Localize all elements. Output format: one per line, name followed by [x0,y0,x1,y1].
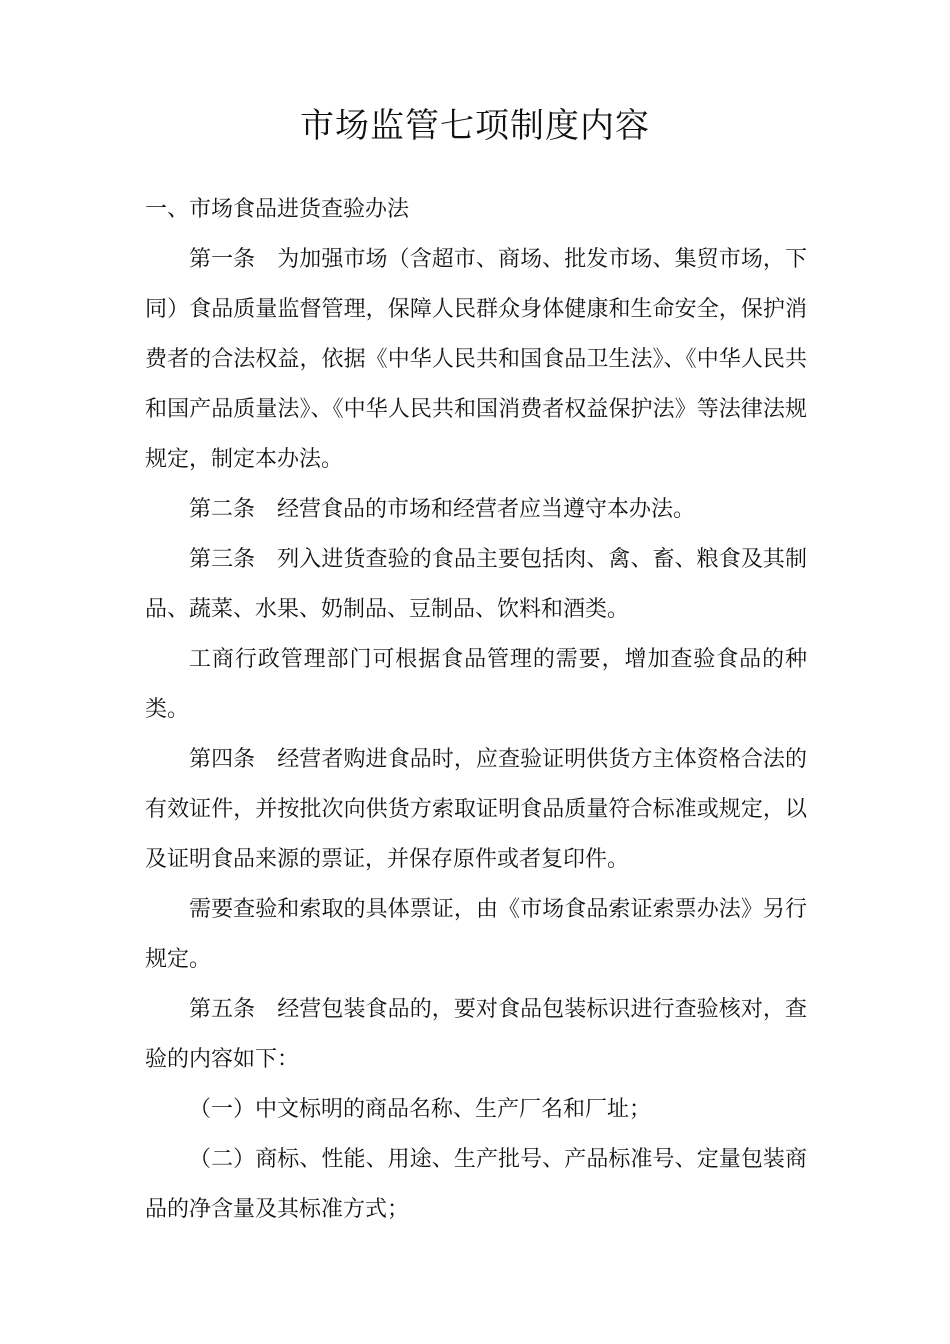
paragraph-text: 需要查验和索取的具体票证，由《市场食品索证索票办法》另行规定。 [145,897,807,972]
article-number: 第二条 [189,497,256,522]
paragraph-text: 列入进货查验的食品主要包括肉、禽、畜、粮食及其制品、蔬菜、水果、奶制品、豆制品、饮料和酒类。 [145,547,807,622]
paragraph-article-2 [145,485,807,535]
document-body [145,185,807,1235]
paragraph-text: 工商行政管理部门可根据食品管理的需要，增加查验食品的种类。 [145,647,807,722]
article-number: 第三条 [189,547,256,572]
paragraph-text: （一）中文标明的商品名称、生产厂名和厂址； [189,1097,652,1122]
paragraph-article-4 [145,735,807,885]
section-heading: 一、市场食品进货查验办法 [145,197,410,222]
paragraph-text: 经营者购进食品时，应查验证明供货方主体资格合法的有效证件，并按批次向供货方索取证明食品质量符合标准或规定，以及证明食品来源的票证，并保存原件或者复印件。 [145,747,807,872]
paragraph-article-3-supplement [145,635,807,735]
article-number: 第五条 [189,997,256,1022]
paragraph-article-1 [145,235,807,485]
article-number: 第一条 [189,247,256,272]
paragraph-text: （二）商标、性能、用途、生产批号、产品标准号、定量包装商品的净含量及其标准方式； [145,1147,807,1222]
paragraph-article-5 [145,985,807,1085]
paragraph-article-3 [145,535,807,635]
list-item-1 [145,1085,807,1135]
paragraph-text: 经营食品的市场和经营者应当遵守本办法。 [277,497,696,522]
list-item-2 [145,1135,807,1235]
paragraph-text: 经营包装食品的，要对食品包装标识进行查验核对，查验的内容如下： [145,997,807,1072]
article-number: 第四条 [189,747,256,772]
paragraph-text: 为加强市场（含超市、商场、批发市场、集贸市场，下同）食品质量监督管理，保障人民群众身体健康和生命安全，保护消费者的合法权益，依据《中华人民共和国食品卫生法》、《中华人民共和国产品质量法》、《中华人民共和国消费者权益保护法》等法律法规规定，制定本办法。 [145,247,807,472]
document-title: 市场监管七项制度内容 [300,106,650,146]
paragraph-article-4-supplement [145,885,807,985]
